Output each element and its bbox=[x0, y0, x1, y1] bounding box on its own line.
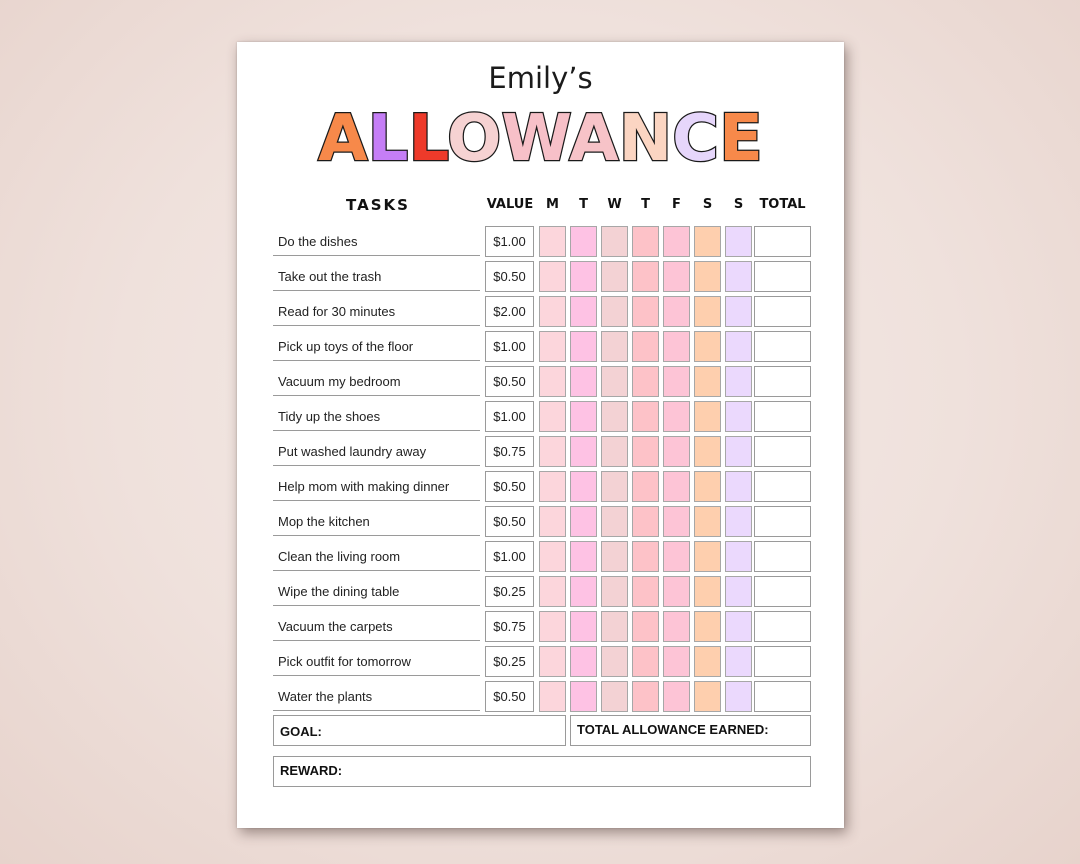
day-checkbox[interactable] bbox=[725, 646, 752, 677]
day-checkbox[interactable] bbox=[601, 576, 628, 607]
table-row bbox=[237, 366, 844, 401]
table-row bbox=[237, 611, 844, 646]
title-letter: A bbox=[569, 102, 619, 176]
day-checkbox[interactable] bbox=[632, 226, 659, 257]
day-checkbox[interactable] bbox=[632, 576, 659, 607]
day-checkbox[interactable] bbox=[539, 576, 566, 607]
title-letter: L bbox=[367, 102, 409, 176]
day-checkbox[interactable] bbox=[570, 226, 597, 257]
total-earned-label: TOTAL ALLOWANCE EARNED: bbox=[577, 722, 769, 737]
task-name: Help mom with making dinner bbox=[273, 471, 480, 501]
task-value: $1.00 bbox=[485, 401, 534, 432]
task-name: Take out the trash bbox=[273, 261, 480, 291]
task-value: $2.00 bbox=[485, 296, 534, 327]
header-day-thu: T bbox=[641, 197, 650, 212]
day-checkbox[interactable] bbox=[694, 261, 721, 292]
day-checkbox[interactable] bbox=[663, 401, 690, 432]
row-total-field[interactable] bbox=[754, 611, 811, 642]
task-value: $0.50 bbox=[485, 366, 534, 397]
day-checkbox[interactable] bbox=[570, 331, 597, 362]
task-name: Tidy up the shoes bbox=[273, 401, 480, 431]
day-checkbox[interactable] bbox=[694, 331, 721, 362]
row-total-field[interactable] bbox=[754, 331, 811, 362]
task-value: $0.75 bbox=[485, 611, 534, 642]
header-tasks: TASKS bbox=[346, 196, 410, 214]
title-letter: A bbox=[318, 102, 368, 176]
row-total-field[interactable] bbox=[754, 436, 811, 467]
day-checkbox[interactable] bbox=[539, 296, 566, 327]
task-name: Wipe the dining table bbox=[273, 576, 480, 606]
task-name: Vacuum my bedroom bbox=[273, 366, 480, 396]
day-checkbox[interactable] bbox=[601, 506, 628, 537]
day-checkbox[interactable] bbox=[725, 541, 752, 572]
row-total-field[interactable] bbox=[754, 681, 811, 712]
task-value: $0.50 bbox=[485, 681, 534, 712]
row-total-field[interactable] bbox=[754, 576, 811, 607]
day-checkbox[interactable] bbox=[570, 681, 597, 712]
day-checkbox[interactable] bbox=[694, 296, 721, 327]
task-value: $0.25 bbox=[485, 576, 534, 607]
day-checkbox[interactable] bbox=[725, 401, 752, 432]
day-checkbox[interactable] bbox=[570, 366, 597, 397]
day-checkbox[interactable] bbox=[601, 261, 628, 292]
task-value: $1.00 bbox=[485, 541, 534, 572]
day-checkbox[interactable] bbox=[725, 261, 752, 292]
table-row bbox=[237, 401, 844, 436]
row-total-field[interactable] bbox=[754, 471, 811, 502]
day-checkbox[interactable] bbox=[632, 401, 659, 432]
day-checkbox[interactable] bbox=[663, 681, 690, 712]
allowance-title bbox=[237, 104, 844, 174]
day-checkbox[interactable] bbox=[663, 366, 690, 397]
title-letter: N bbox=[618, 102, 673, 176]
table-row bbox=[237, 681, 844, 716]
table-row bbox=[237, 471, 844, 506]
day-checkbox[interactable] bbox=[601, 646, 628, 677]
day-checkbox[interactable] bbox=[694, 681, 721, 712]
day-checkbox[interactable] bbox=[632, 611, 659, 642]
day-checkbox[interactable] bbox=[632, 541, 659, 572]
day-checkbox[interactable] bbox=[539, 366, 566, 397]
header-day-tue: T bbox=[579, 197, 588, 212]
title-letter: E bbox=[719, 102, 763, 176]
day-checkbox[interactable] bbox=[632, 436, 659, 467]
task-value: $0.50 bbox=[485, 506, 534, 537]
goal-label: GOAL: bbox=[280, 724, 322, 739]
day-checkbox[interactable] bbox=[663, 541, 690, 572]
day-checkbox[interactable] bbox=[694, 366, 721, 397]
day-checkbox[interactable] bbox=[663, 611, 690, 642]
day-checkbox[interactable] bbox=[601, 611, 628, 642]
day-checkbox[interactable] bbox=[694, 646, 721, 677]
total-earned-field[interactable] bbox=[570, 715, 811, 746]
table-row bbox=[237, 436, 844, 471]
row-total-field[interactable] bbox=[754, 261, 811, 292]
day-checkbox[interactable] bbox=[694, 226, 721, 257]
table-row bbox=[237, 541, 844, 576]
table-row bbox=[237, 506, 844, 541]
task-value: $1.00 bbox=[485, 226, 534, 257]
day-checkbox[interactable] bbox=[601, 401, 628, 432]
table-row bbox=[237, 576, 844, 611]
table-row bbox=[237, 646, 844, 681]
day-checkbox[interactable] bbox=[570, 541, 597, 572]
day-checkbox[interactable] bbox=[601, 471, 628, 502]
day-checkbox[interactable] bbox=[601, 681, 628, 712]
day-checkbox[interactable] bbox=[539, 506, 566, 537]
day-checkbox[interactable] bbox=[570, 471, 597, 502]
task-value: $0.75 bbox=[485, 436, 534, 467]
day-checkbox[interactable] bbox=[570, 436, 597, 467]
reward-label: REWARD: bbox=[280, 763, 343, 778]
day-checkbox[interactable] bbox=[539, 611, 566, 642]
task-name: Put washed laundry away bbox=[273, 436, 480, 466]
table-row bbox=[237, 261, 844, 296]
task-name: Pick outfit for tomorrow bbox=[273, 646, 480, 676]
header-day-sat: S bbox=[702, 197, 713, 212]
day-checkbox[interactable] bbox=[694, 576, 721, 607]
day-checkbox[interactable] bbox=[725, 681, 752, 712]
header-day-mon: M bbox=[546, 197, 559, 212]
task-value: $1.00 bbox=[485, 331, 534, 362]
task-name: Clean the living room bbox=[273, 541, 480, 571]
title-letter: O bbox=[446, 102, 502, 176]
owner-name: Emily’s bbox=[488, 61, 593, 95]
day-checkbox[interactable] bbox=[570, 611, 597, 642]
day-checkbox[interactable] bbox=[663, 436, 690, 467]
day-checkbox[interactable] bbox=[663, 226, 690, 257]
title-letter: L bbox=[408, 102, 447, 176]
day-checkbox[interactable] bbox=[601, 541, 628, 572]
day-checkbox[interactable] bbox=[663, 646, 690, 677]
reward-field[interactable] bbox=[273, 756, 811, 787]
table-row bbox=[237, 226, 844, 261]
day-checkbox[interactable] bbox=[632, 331, 659, 362]
day-checkbox[interactable] bbox=[539, 226, 566, 257]
day-checkbox[interactable] bbox=[570, 646, 597, 677]
day-checkbox[interactable] bbox=[694, 401, 721, 432]
day-checkbox[interactable] bbox=[694, 541, 721, 572]
day-checkbox[interactable] bbox=[663, 261, 690, 292]
day-checkbox[interactable] bbox=[632, 296, 659, 327]
allowance-sheet bbox=[237, 42, 844, 828]
day-checkbox[interactable] bbox=[539, 471, 566, 502]
day-checkbox[interactable] bbox=[570, 401, 597, 432]
day-checkbox[interactable] bbox=[663, 331, 690, 362]
header-value: VALUE bbox=[486, 197, 534, 212]
title-letter: C bbox=[672, 102, 720, 176]
table-row bbox=[237, 296, 844, 331]
day-checkbox[interactable] bbox=[663, 506, 690, 537]
goal-field[interactable] bbox=[273, 715, 566, 746]
task-name: Pick up toys of the floor bbox=[273, 331, 480, 361]
day-checkbox[interactable] bbox=[570, 576, 597, 607]
task-value: $0.50 bbox=[485, 261, 534, 292]
day-checkbox[interactable] bbox=[632, 261, 659, 292]
day-checkbox[interactable] bbox=[601, 226, 628, 257]
day-checkbox[interactable] bbox=[694, 436, 721, 467]
task-name: Water the plants bbox=[273, 681, 480, 711]
day-checkbox[interactable] bbox=[663, 471, 690, 502]
day-checkbox[interactable] bbox=[601, 331, 628, 362]
day-checkbox[interactable] bbox=[539, 646, 566, 677]
row-total-field[interactable] bbox=[754, 506, 811, 537]
day-checkbox[interactable] bbox=[570, 296, 597, 327]
day-checkbox[interactable] bbox=[725, 296, 752, 327]
day-checkbox[interactable] bbox=[694, 471, 721, 502]
day-checkbox[interactable] bbox=[725, 366, 752, 397]
day-checkbox[interactable] bbox=[570, 261, 597, 292]
task-value: $0.50 bbox=[485, 471, 534, 502]
day-checkbox[interactable] bbox=[539, 261, 566, 292]
row-total-field[interactable] bbox=[754, 366, 811, 397]
header-day-sun: S bbox=[733, 197, 744, 212]
day-checkbox[interactable] bbox=[725, 436, 752, 467]
day-checkbox[interactable] bbox=[539, 331, 566, 362]
day-checkbox[interactable] bbox=[601, 366, 628, 397]
table-row bbox=[237, 331, 844, 366]
day-checkbox[interactable] bbox=[725, 226, 752, 257]
task-name: Do the dishes bbox=[273, 226, 480, 256]
day-checkbox[interactable] bbox=[725, 576, 752, 607]
day-checkbox[interactable] bbox=[663, 576, 690, 607]
day-checkbox[interactable] bbox=[632, 506, 659, 537]
day-checkbox[interactable] bbox=[539, 541, 566, 572]
task-value: $0.25 bbox=[485, 646, 534, 677]
header-day-wed: W bbox=[607, 197, 622, 212]
row-total-field[interactable] bbox=[754, 646, 811, 677]
day-checkbox[interactable] bbox=[539, 401, 566, 432]
day-checkbox[interactable] bbox=[694, 611, 721, 642]
day-checkbox[interactable] bbox=[632, 646, 659, 677]
row-total-field[interactable] bbox=[754, 541, 811, 572]
day-checkbox[interactable] bbox=[601, 296, 628, 327]
task-name: Mop the kitchen bbox=[273, 506, 480, 536]
header-total: TOTAL bbox=[759, 197, 806, 212]
day-checkbox[interactable] bbox=[632, 681, 659, 712]
day-checkbox[interactable] bbox=[725, 611, 752, 642]
day-checkbox[interactable] bbox=[539, 436, 566, 467]
row-total-field[interactable] bbox=[754, 401, 811, 432]
row-total-field[interactable] bbox=[754, 226, 811, 257]
title-letter: W bbox=[501, 102, 570, 176]
header-day-fri: F bbox=[672, 197, 681, 212]
day-checkbox[interactable] bbox=[725, 506, 752, 537]
row-total-field[interactable] bbox=[754, 296, 811, 327]
day-checkbox[interactable] bbox=[601, 436, 628, 467]
day-checkbox[interactable] bbox=[725, 331, 752, 362]
day-checkbox[interactable] bbox=[632, 366, 659, 397]
day-checkbox[interactable] bbox=[694, 506, 721, 537]
task-name: Vacuum the carpets bbox=[273, 611, 480, 641]
day-checkbox[interactable] bbox=[539, 681, 566, 712]
day-checkbox[interactable] bbox=[725, 471, 752, 502]
day-checkbox[interactable] bbox=[663, 296, 690, 327]
day-checkbox[interactable] bbox=[570, 506, 597, 537]
day-checkbox[interactable] bbox=[632, 471, 659, 502]
task-name: Read for 30 minutes bbox=[273, 296, 480, 326]
